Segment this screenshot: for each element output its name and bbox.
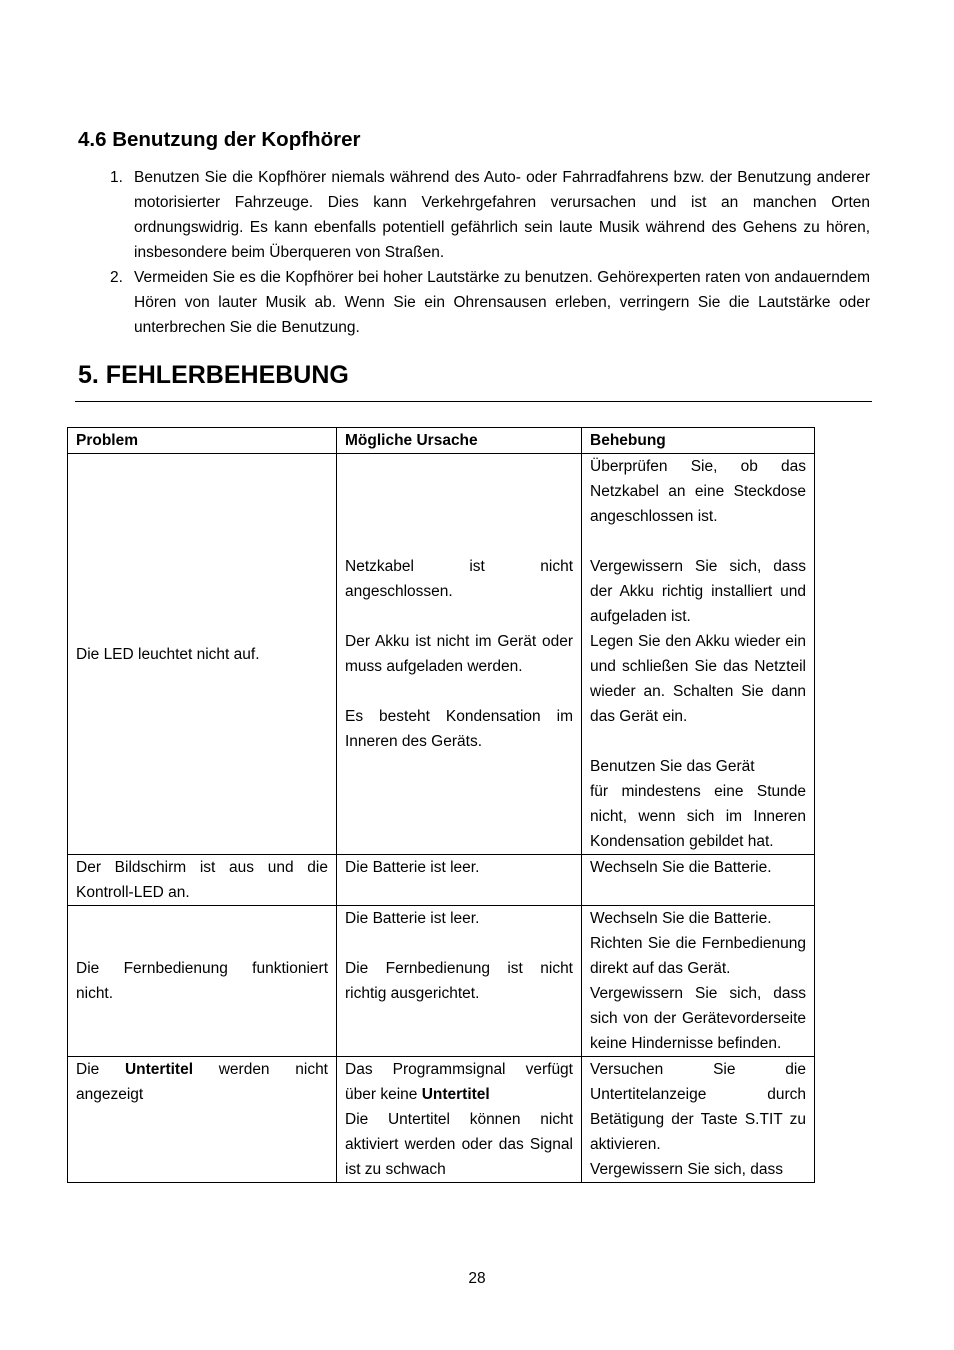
table-row [68,1057,815,1183]
cause-text: Die Batterie ist leer. [345,859,480,876]
list-item-number: 2. [110,269,123,286]
section-heading: 5. FEHLERBEHEBUNG [78,361,349,389]
table-row [68,906,815,1057]
cause-text: Die Fernbedienung ist nicht richtig ausgerichtet. [345,960,573,1002]
problem-text: Die Fernbedienung funktioniert nicht. [76,960,328,1002]
cause-text: Netzkabel ist nicht angeschlossen. [345,558,573,600]
subtitle-emphasis: Untertitel [124,1061,194,1078]
table-row [68,855,815,906]
table-row [68,454,815,855]
cause-text: Die Untertitel können nicht aktiviert werden oder das Signal ist zu schwach [345,1111,573,1178]
fix-text: Wechseln Sie die Batterie. [590,859,772,876]
fix-cell [582,855,815,906]
fix-text: Vergewissern Sie sich, dass sich von der Gerätevorderseite keine Hindernisse befinden. [590,985,806,1052]
list-item [110,265,870,340]
cause-cell [337,1057,582,1183]
problem-cell [68,855,337,906]
table-header-row [68,428,815,454]
column-header-problem: Problem [68,428,337,454]
fix-cell [582,454,815,855]
problem-cell [68,906,337,1057]
troubleshooting-table [67,427,815,1183]
fix-text: Versuchen Sie die Untertitelanzeige durch Betätigung der Taste S.TIT zu aktivieren. [590,1061,806,1153]
subtitle-emphasis: Untertitel [421,1086,490,1103]
fix-cell [582,906,815,1057]
problem-text: Die Untertitel werden nicht angezeigt [76,1061,328,1103]
fix-cell [582,1057,815,1183]
fix-text: Überprüfen Sie, ob das Netzkabel an eine Steckdose angeschlossen ist. [590,458,806,525]
fix-text: Richten Sie die Fernbedienung direkt auf das Gerät. [590,935,806,977]
cause-text: Der Akku ist nicht im Gerät oder muss aufgeladen werden. [345,633,573,675]
section-divider [75,401,872,402]
problem-text: Der Bildschirm ist aus und die Kontroll-LED an. [76,859,328,901]
fix-text: Vergewissern Sie sich, dass [590,1161,783,1178]
page-number: 28 [468,1270,486,1287]
column-header-cause: Mögliche Ursache [337,428,582,454]
fix-text: für mindestens eine Stunde nicht, wenn sich im Inneren Kondensation gebildet hat. [590,783,806,850]
cause-text: Die Batterie ist leer. [345,910,480,927]
fix-text: Wechseln Sie die Batterie. [590,910,772,927]
cause-text: Das Programmsignal verfügt über keine Untertitel [345,1061,573,1103]
subsection-heading: 4.6 Benutzung der Kopfhörer [78,128,361,151]
cause-cell [337,855,582,906]
list-item-number: 1. [110,169,123,186]
problem-text: Die LED leuchtet nicht auf. [76,645,260,663]
list-item-text: Vermeiden Sie es die Kopfhörer bei hoher Lautstärke zu benutzen. Gehörexperten raten von andauerndem Hören von lauter Musik ab. Wenn Sie ein Ohrensausen erleben, verringern Sie die Lautstärke oder unterbrechen Sie die Benutzung. [134,269,870,336]
cause-text: Es besteht Kondensation im Inneren des Geräts. [345,708,573,750]
cause-cell [337,454,582,855]
list-item-text: Benutzen Sie die Kopfhörer niemals während des Auto- oder Fahrradfahrens bzw. der Benutzung anderer motorisierter Fahrzeuge. Dies kann Verkehrgefahren verursachen und ist an manchen Orten ordnungswidrig. Es kann ebenfalls potentiell gefährlich sein laute Musik während des Gehens zu hören, insbesondere beim Überqueren von Straßen. [134,169,870,261]
list-item [110,165,870,265]
cause-cell [337,906,582,1057]
column-header-fix: Behebung [582,428,815,454]
fix-text: Benutzen Sie das Gerät [590,758,755,775]
fix-text: Vergewissern Sie sich, dass der Akku richtig installiert und aufgeladen ist. [590,558,806,625]
fix-text: Legen Sie den Akku wieder ein und schließen Sie das Netzteil wieder an. Schalten Sie dann das Gerät ein. [590,633,806,725]
problem-cell [68,1057,337,1183]
problem-cell [68,454,337,855]
headphone-hints-list [110,165,870,340]
